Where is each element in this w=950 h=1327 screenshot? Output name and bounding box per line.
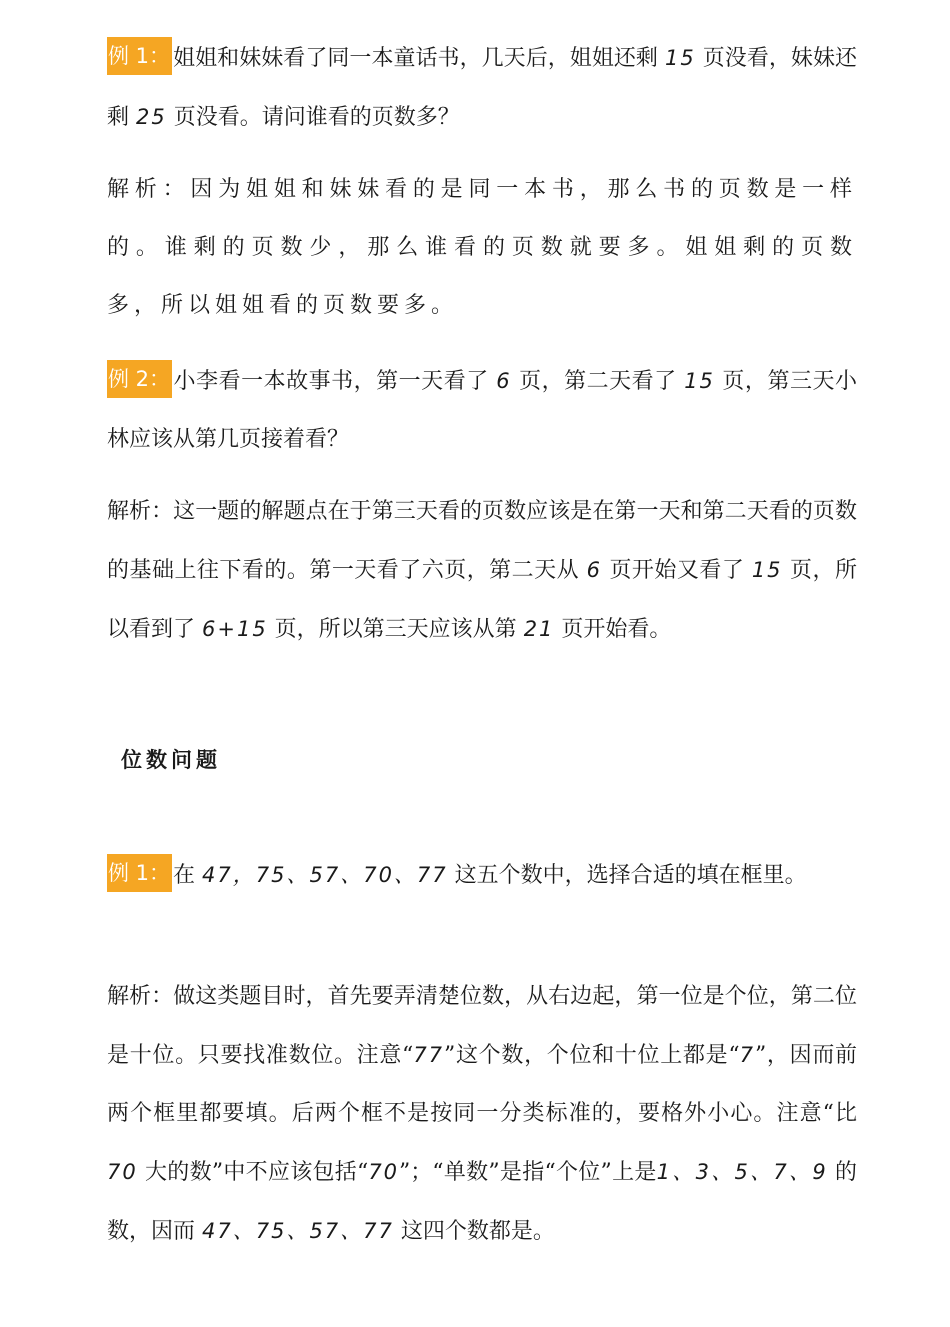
example-2-analysis: 解析：这一题的解题点在于第三天看的页数应该是在第一天和第二天看的页数的基础上往下看的。第一天看了六页，第二天从 6 页开始又看了 15 页，所以看到了 6+15 页，所以第三天应该从第 21 页开始看。 bbox=[107, 499, 857, 642]
example-tag: 例 1： bbox=[107, 854, 172, 892]
example-1-analysis: 解析：因为姐姐和妹妹看的是同一本书，那么书的页数是一样的。谁剩的页数少，那么谁看的页数就要多。姐姐剩的页数多，所以姐姐看的页数要多。 bbox=[107, 177, 857, 318]
example-2-question: 例 2： 小李看一本故事书，第一天看了 6 页，第二天看了 15 页，第三天小林应该从第几页接着看？ bbox=[107, 352, 857, 469]
place-value-analysis: 解析：做这类题目时，首先要弄清楚位数，从右边起，第一位是个位，第二位是十位。只要找准数位。注意“77”这个数，个位和十位上都是“7”，因而前两个框里都要填。后两个框不是按同一分类标准的，要格外小心。注意“比 70 大的数”中不应该包括“70”；“单数”是指“个位”上是1、3、5、7、9 的数，因而 47、75、57、77 这四个数都是。 bbox=[107, 984, 858, 1244]
example-1-question: 例 1： 姐姐和妹妹看了同一本童话书，几天后，姐姐还剩 15 页没看，妹妹还剩 25 页没看。请问谁看的页数多？ bbox=[107, 29, 857, 147]
example-tag: 例 1： bbox=[107, 37, 172, 75]
example-tag: 例 2： bbox=[107, 360, 172, 398]
place-value-example-question: 例 1： 在 47，75、57、70、77 这五个数中，选择合适的填在框里。 bbox=[107, 846, 857, 905]
section-heading: 位数问题 bbox=[121, 748, 221, 772]
